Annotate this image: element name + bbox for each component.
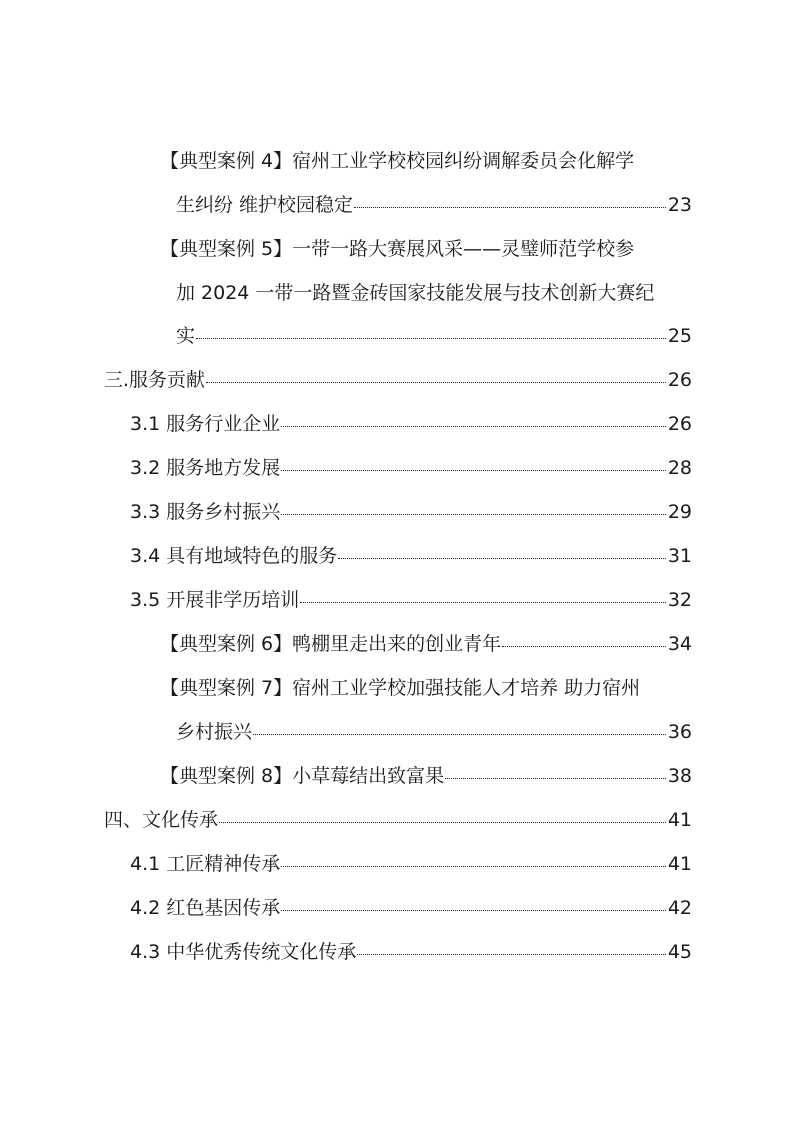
toc-entry-section4[interactable] (104, 808, 692, 832)
toc-entry-3-4[interactable] (130, 544, 692, 568)
toc-entry-label: 3.5 开展非学历培训 (130, 589, 300, 611)
toc-page-number: 31 (667, 545, 692, 567)
toc-entry-case5-line2: 加 2024 一带一路暨金砖国家技能发展与技术创新大赛纪 (176, 282, 655, 304)
toc-entry-case5[interactable] (176, 324, 692, 348)
toc-entry-label: 3.2 服务地方发展 (130, 457, 281, 479)
toc-entry-case4-line1: 【典型案例 4】宿州工业学校校园纠纷调解委员会化解学 (160, 150, 635, 172)
toc-entry-label: 3.3 服务乡村振兴 (130, 501, 281, 523)
dot-leader (281, 470, 666, 471)
dot-leader (281, 910, 666, 911)
dot-leader (338, 558, 666, 559)
toc-page-number: 34 (667, 633, 692, 655)
toc-entry-label: 【典型案例 6】鸭棚里走出来的创业青年 (160, 633, 502, 655)
toc-entry-case4[interactable] (176, 193, 692, 217)
dot-leader (196, 338, 666, 339)
dot-leader (206, 382, 666, 383)
toc-entry-case8[interactable] (160, 764, 692, 788)
toc-page-number: 36 (667, 721, 692, 743)
toc-entry-label: 【典型案例 8】小草莓结出致富果 (160, 765, 445, 787)
dot-leader (253, 734, 666, 735)
toc-page-number: 32 (667, 589, 692, 611)
toc-entry-3-5[interactable] (130, 588, 692, 612)
toc-entry-case6[interactable] (160, 632, 692, 656)
toc-entry-section3[interactable] (104, 368, 692, 392)
dot-leader (281, 866, 666, 867)
dot-leader (502, 646, 666, 647)
toc-entry-label: 三.服务贡献 (104, 369, 206, 391)
toc-page-number: 28 (667, 457, 692, 479)
toc-entry-4-2[interactable] (130, 896, 692, 920)
dot-leader (281, 426, 666, 427)
toc-entry-4-3[interactable] (130, 940, 692, 964)
toc-entry-4-1[interactable] (130, 852, 692, 876)
toc-page-number: 26 (667, 369, 692, 391)
toc-entry-label: 4.1 工匠精神传承 (130, 853, 281, 875)
toc-entry-label: 4.3 中华优秀传统文化传承 (130, 941, 357, 963)
toc-page-number: 29 (667, 501, 692, 523)
toc-entry-label: 3.1 服务行业企业 (130, 413, 281, 435)
toc-entry-case5-line1: 【典型案例 5】一带一路大赛展风采——灵璧师范学校参 (160, 238, 635, 260)
dot-leader (300, 602, 666, 603)
toc-page-number: 41 (667, 809, 692, 831)
dot-leader (354, 207, 666, 208)
toc-entry-label: 实 (176, 325, 196, 347)
toc-page-number: 41 (667, 853, 692, 875)
toc-page-number: 42 (667, 897, 692, 919)
toc-entry-3-1[interactable] (130, 412, 692, 436)
dot-leader (445, 778, 666, 779)
toc-page-number: 38 (667, 765, 692, 787)
toc-page-number: 25 (667, 325, 692, 347)
toc-entry-label: 乡村振兴 (176, 721, 253, 743)
toc-entry-label: 四、文化传承 (104, 809, 219, 831)
toc-page-number: 23 (667, 194, 692, 216)
toc-entry-3-2[interactable] (130, 456, 692, 480)
toc-entry-case7-line1: 【典型案例 7】宿州工业学校加强技能人才培养 助力宿州 (160, 677, 641, 699)
toc-page-number: 45 (667, 941, 692, 963)
toc-entry-3-3[interactable] (130, 500, 692, 524)
toc-entry-case7[interactable] (176, 720, 692, 744)
dot-leader (219, 822, 666, 823)
toc-entry-label: 3.4 具有地域特色的服务 (130, 545, 338, 567)
toc-entry-label: 生纠纷 维护校园稳定 (176, 194, 354, 216)
dot-leader (281, 514, 666, 515)
dot-leader (357, 954, 666, 955)
toc-entry-label: 4.2 红色基因传承 (130, 897, 281, 919)
toc-page-number: 26 (667, 413, 692, 435)
